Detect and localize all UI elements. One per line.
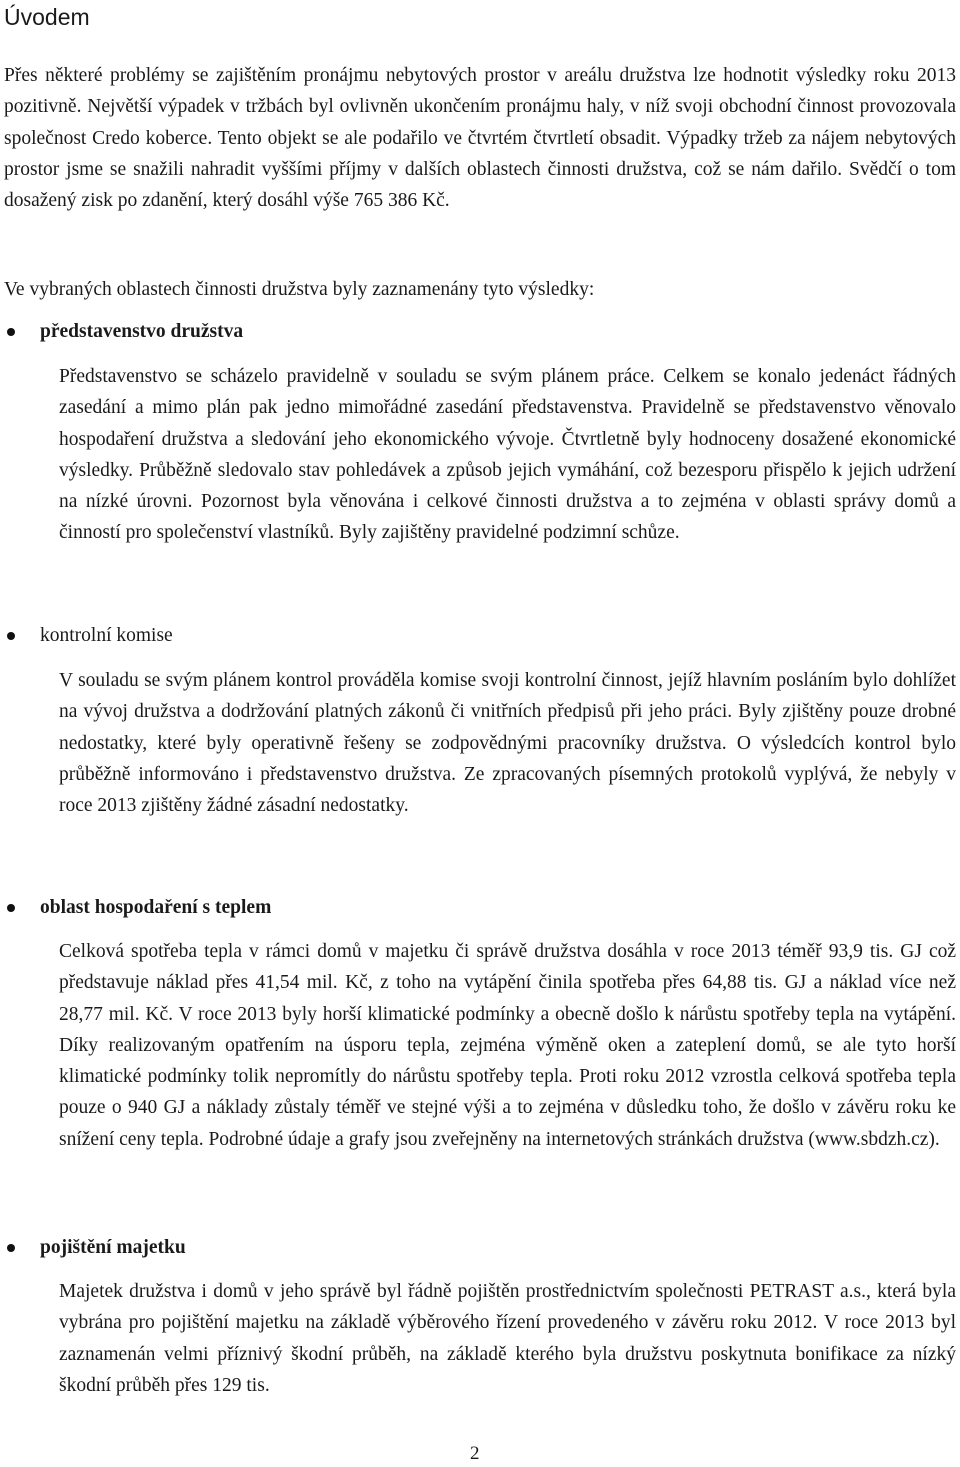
section-heading-heat-management bbox=[0, 893, 960, 923]
section-heading-property-insurance bbox=[0, 1233, 960, 1263]
bullet-icon bbox=[7, 904, 15, 912]
bullet-icon bbox=[7, 328, 15, 336]
section-body-heat-management: Celková spotřeba tepla v rámci domů v majetku či správě družstva dosáhla v roce 2013 téměř 93,9 tis. GJ což představuje náklad přes 41,54 mil. Kč, z toho na vytápění činila spotřeba přes 64,88 tis. GJ a náklad více než 28,77 mil. Kč. V roce 2013 byly horší klimatické podmínky a obecně došlo k nárůstu spotřeby tepla na vytápění. Díky realizovaným opatřením na úsporu tepla, zejména výměně oken a zateplení domů, se ale tyto horší klimatické podmínky tolik nepromítly do nárůstu spotřeby tepla. Proti roku 2012 vzrostla celková spotřeba tepla pouze o 940 GJ a náklady zůstaly téměř ve stejné výši a to zejména v důsledku toho, že došlo v závěru roku ke snížení ceny tepla. Podrobné údaje a grafy jsou zveřejněny na internetových stránkách družstva (www.sbdzh.cz). bbox=[59, 941, 956, 1150]
section-title: kontrolní komise bbox=[40, 625, 173, 646]
section-title: pojištění majetku bbox=[40, 1237, 186, 1258]
page-title: Úvodem bbox=[4, 4, 90, 30]
section-body-audit-committee: V souladu se svým plánem kontrol prováděla komise svoji kontrolní činnost, jejíž hlavním posláním bylo dohlížet na vývoj družstva a dodržování platných zákonů či vnitřních předpisů při jeho práci. Byly zjištěny pouze drobné nedostatky, které byly operativně řešeny se zodpovědnými pracovníky družstva. O výsledcích kontrol bylo průběžně informováno i představenstvo družstva. Ze zpracovaných písemných protokolů vyplývá, že nebyly v roce 2013 zjištěny žádné zásadní nedostatky. bbox=[59, 670, 956, 817]
section-heading-board bbox=[0, 317, 960, 347]
section-title: oblast hospodaření s teplem bbox=[40, 897, 272, 918]
page-number: 2 bbox=[470, 1443, 480, 1464]
intro-paragraph: Přes některé problémy se zajištěním pronájmu nebytových prostor v areálu družstva lze hodnotit výsledky roku 2013 pozitivně. Největší výpadek v tržbách byl ovlivněn ukončením pronájmu haly, v níž svoji obchodní činnost provozovala společnost Credo koberce. Tento objekt se ale podařilo ve čtvrtém čtvrtletí obsadit. Výpadky tržeb za nájem nebytových prostor jsme se snažili nahradit vyššími příjmy v dalších oblastech činnosti družstva, což se nám dařilo. Svědčí o tom dosažený zisk po zdanění, který dosáhl výše 765 386 Kč. bbox=[4, 65, 956, 212]
section-title: představenstvo družstva bbox=[40, 321, 244, 342]
section-body-board: Představenstvo se scházelo pravidelně v souladu se svým plánem práce. Celkem se konalo jedenáct řádných zasedání a mimo plán pak jedno mimořádné zasedání představenstva. Pravidelně se představenstvo věnovalo hospodaření družstva a sledování jeho ekonomického vývoje. Čtvrtletně byly hodnoceny dosažené ekonomické výsledky. Průběžně sledovalo stav pohledávek a způsob jejich vymáhání, což bezesporu přispělo k jejich udržení na nízké úrovni. Pozornost byla věnována i celkové činnosti družstva a to zejména v oblasti správy domů a činností pro společenství vlastníků. Byly zajištěny pravidelné podzimní schůze. bbox=[59, 366, 956, 544]
lead-paragraph: Ve vybraných oblastech činnosti družstva byly zaznamenány tyto výsledky: bbox=[4, 279, 595, 300]
bullet-icon bbox=[7, 632, 15, 640]
section-heading-audit-committee bbox=[0, 621, 960, 651]
bullet-icon bbox=[7, 1244, 15, 1252]
section-body-property-insurance: Majetek družstva i domů v jeho správě byl řádně pojištěn prostřednictvím společnosti PETRAST a.s., která byla vybrána pro pojištění majetku na základě výběrového řízení provedeného v závěru roku 2012. V roce 2013 byl zaznamenán velmi příznivý škodní průběh, na základě kterého byla družstvu poskytnuta bonifikace za nízký škodní průběh přes 129 tis. bbox=[59, 1281, 956, 1396]
